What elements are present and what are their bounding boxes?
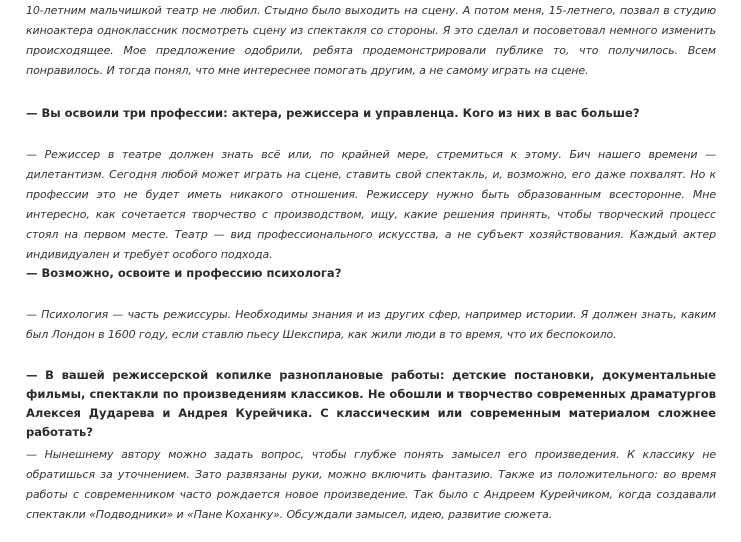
interview-answer-psychology: — Психология — часть режиссуры. Необходимы знания и из других сфер, например истории. Я должен знать, каким был Лондон в 1600 году, если ставлю пьесу Шекспира, как жили люди в то время, что их беспокоило. (26, 308, 716, 341)
intro-paragraph: 10-летним мальчишкой театр не любил. Стыдно было выходить на сцену. А потом меня, 15-летнего, позвал в студию киноактера одноклассник посмотреть сцену из спектакля со стороны. Я это сделал и посоветовал немного изменить происходящее. Мое предложение одобрили, ребята продемонстрировали публике то, что получилось. Всем понравилось. И тогда понял, что мне интереснее помогать другим, а не самому играть на сцене. (26, 4, 716, 77)
interview-answer-professions: — Режиссер в театре должен знать всё или, по крайней мере, стремиться к этому. Бич нашего времени — дилетантизм. Сегодня любой может играть на сцене, ставить свой спектакль, и, возможно, его даже похвалят. Но к профессии это не будет иметь никакого отношения. Режиссеру нужно быть образованным всесторонне. Мне интересно, как сочетается творчество с производством, ищу, какие решения принять, чтобы творческий процесс стоял на первом месте. Театр — вид профессионального искусства, а не субъект хозяйствования. Каждый актер индивидуален и требует особого подхода. (26, 148, 716, 261)
interview-question-psychology: — Возможно, освоите и профессию психолога? (26, 266, 342, 280)
interview-question-professions: — Вы освоили три профессии: актера, режиссера и управленца. Кого из них в вас больше? (26, 106, 640, 120)
interview-answer-material: — Нынешнему автору можно задать вопрос, чтобы глубже понять замысел его произведения. К классику не обратишься за уточнением. Зато развязаны руки, можно включить фантазию. Также из положительного: во время работы с современником часто рождается новое произведение. Так было с Андреем Курейчиком, когда создавали спектакли «Подводники» и «Пане Коханку». Обсуждали замысел, идею, развитие сюжета. (26, 448, 716, 521)
interview-question-material: — В вашей режиссерской копилке разноплановые работы: детские постановки, документальные фильмы, спектакли по произведениям классиков. Не обошли и творчество современных драматургов Алексея Дударева и Андрея Курейчика. С классическим или современным материалом сложнее работать? (26, 368, 716, 439)
